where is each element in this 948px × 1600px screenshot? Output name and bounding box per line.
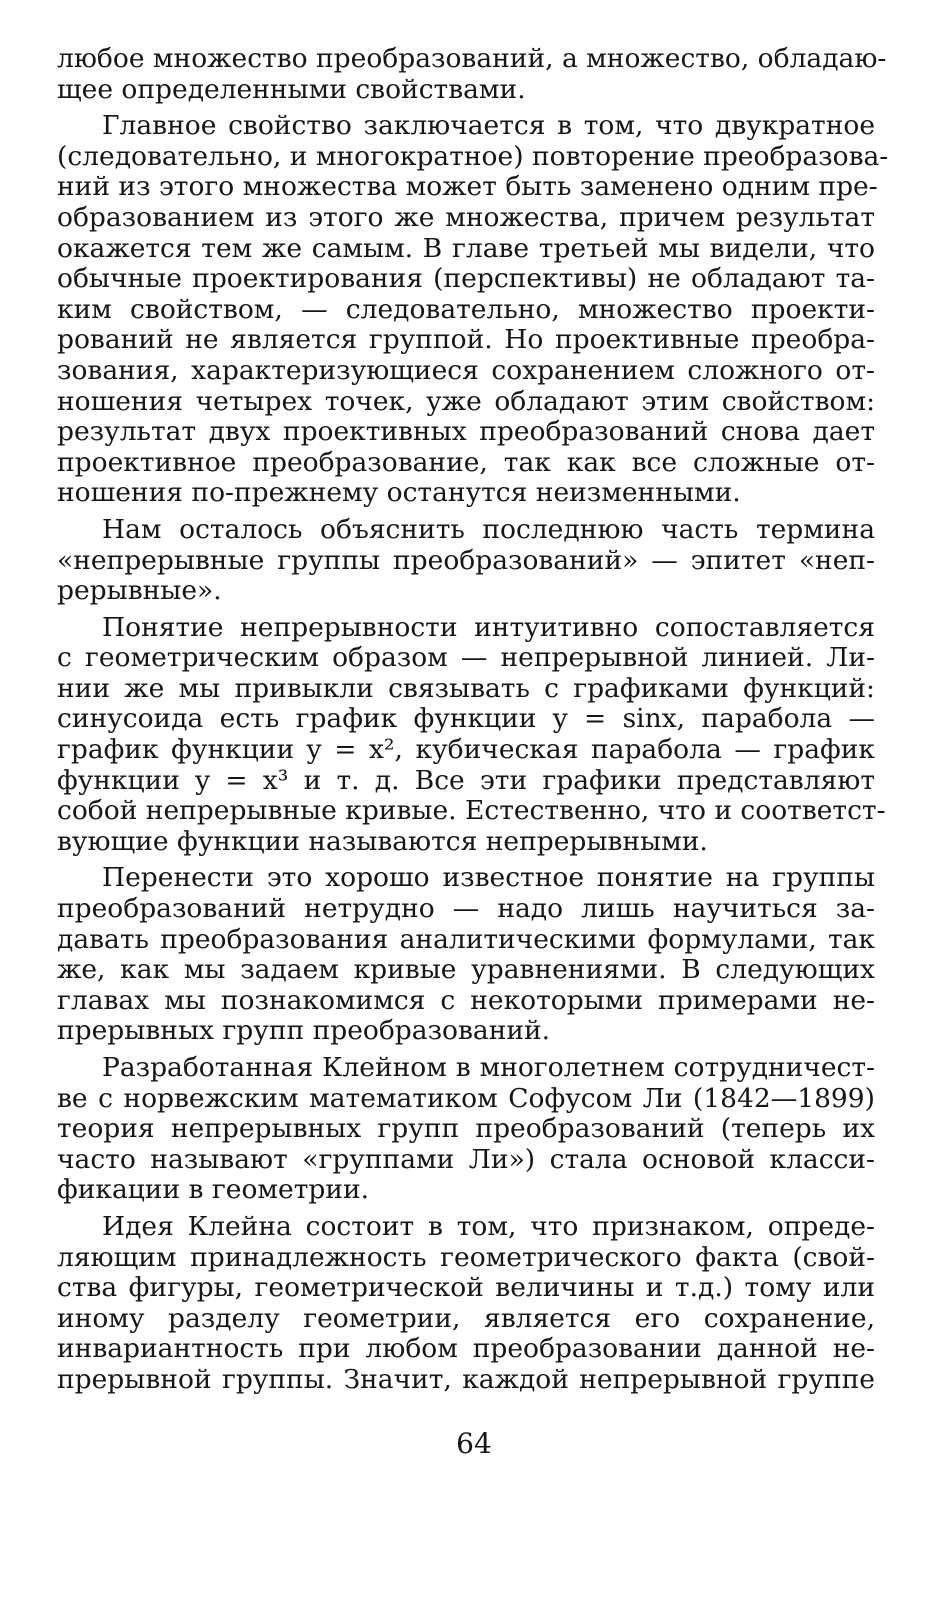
- text-line: Нам осталось объяснить последнюю часть термина: [102, 513, 875, 545]
- text-line: нии же мы привыкли связывать с графиками функций:: [57, 672, 875, 704]
- text-line: ляющим принадлежность геометрического факта (свой-: [57, 1241, 875, 1273]
- text-line: давать преобразования аналитическими формулами, так: [57, 923, 875, 955]
- text-line: Понятие непрерывности интуитивно сопоставляется: [102, 611, 875, 643]
- text-line: «непрерывные группы преобразований» — эпитет «неп-: [57, 544, 875, 576]
- page-number: 64: [456, 1427, 492, 1460]
- text-line: Главное свойство заключается в том, что двукратное: [102, 110, 875, 142]
- text-line: теория непрерывных групп преобразований (теперь их: [57, 1113, 875, 1145]
- text-line: с геометрическим образом — непрерывной линией. Ли-: [57, 642, 875, 674]
- text-line: Разработанная Клейном в многолетнем сотрудничест-: [102, 1052, 875, 1083]
- text-line: же, как мы задаем кривые уравнениями. В следующих: [57, 954, 875, 986]
- text-line: результат двух проективных преобразований снова дает: [57, 416, 875, 448]
- text-line: собой непрерывные кривые. Естественно, что и соответст-: [57, 795, 886, 827]
- paragraph: [57, 43, 887, 105]
- text-line: преобразований нетрудно — надо лишь научиться за-: [57, 893, 875, 925]
- text-line: Перенести это хорошо известное понятие на группы: [102, 862, 875, 894]
- paragraph: [57, 110, 889, 509]
- text-line: вующие функции называются непрерывными.: [57, 825, 708, 857]
- text-line: прерывной группы. Значит, каждой непрерывной группе: [57, 1363, 875, 1395]
- text-line: функции y = x³ и т. д. Все эти графики представляют: [57, 764, 875, 796]
- text-line: рерывные».: [57, 575, 222, 607]
- text-line: часто называют «группами Ли») стала основой класси-: [57, 1143, 875, 1175]
- text-line: проективное преобразование, так как все сложные от-: [57, 446, 875, 478]
- text-line: образованием из этого же множества, причем результат: [57, 201, 875, 233]
- text-line: иному разделу геометрии, является его сохранение,: [57, 1302, 875, 1334]
- paragraph: [57, 1053, 875, 1206]
- text-line: ства фигуры, геометрической величины и т.д.) тому или: [57, 1272, 875, 1304]
- text-line: щее определенными свойствами.: [57, 73, 526, 105]
- text-line: окажется тем же самым. В главе третьей мы видели, что: [57, 232, 875, 264]
- text-line: ношения четырех точек, уже обладают этим свойством:: [57, 385, 875, 417]
- text-line: рований не является группой. Но проективные преобра-: [57, 324, 875, 356]
- text-line: обычные проектирования (перспективы) не обладают та-: [57, 263, 875, 295]
- text-line: главах мы познакомимся с некоторыми примерами не-: [57, 984, 875, 1016]
- text-line: ний из этого множества может быть заменено одним пре-: [57, 171, 878, 203]
- text-line: синусоида есть график функции y = sinx, парабола —: [57, 703, 875, 735]
- paragraph: [57, 863, 875, 1047]
- text-line: график функции y = x², кубическая парабола — график: [57, 734, 875, 766]
- text-line: фикации в геометрии.: [57, 1174, 370, 1206]
- text-line: любое множество преобразований, а множество, обладаю-: [57, 43, 887, 74]
- text-line: прерывных групп преобразований.: [57, 1015, 551, 1047]
- text-line: ношения по-прежнему останутся неизменными.: [57, 477, 741, 509]
- text-line: инвариантность при любом преобразовании данной не-: [57, 1333, 875, 1365]
- text-line: зования, характеризующиеся сохранением сложного от-: [57, 354, 875, 386]
- text-line: ким свойством, — следовательно, множество проекти-: [57, 293, 875, 325]
- paragraph: [57, 515, 875, 607]
- paragraph: [57, 1212, 875, 1396]
- page-body: [57, 43, 889, 1396]
- text-line: ве с норвежским математиком Софусом Ли (1842—1899): [57, 1082, 875, 1114]
- text-block: [57, 43, 889, 1396]
- paragraph: [57, 611, 886, 858]
- text-line: Идея Клейна состоит в том, что признаком, опреде-: [102, 1210, 875, 1242]
- text-line: (следовательно, и многократное) повторение преобразова-: [57, 140, 889, 172]
